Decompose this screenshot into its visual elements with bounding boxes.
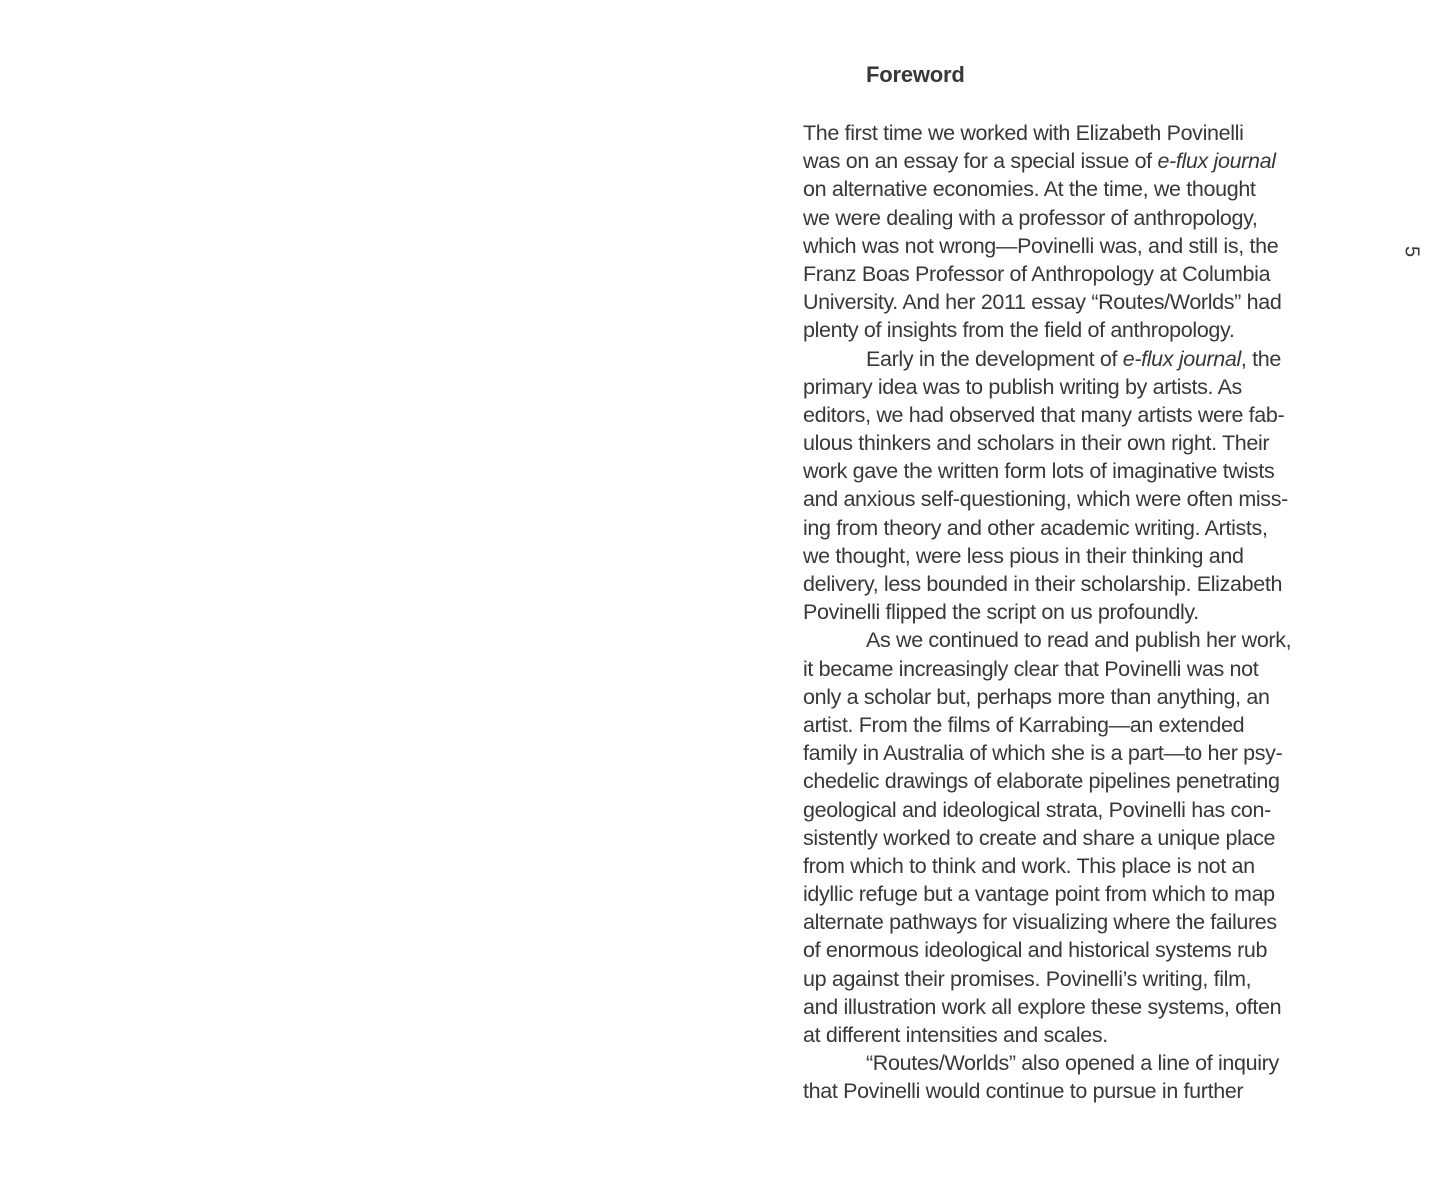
paragraph: [803, 1049, 1403, 1105]
text-line: we thought, were less pious in their thinking and: [803, 543, 1244, 568]
text-line: primary idea was to publish writing by artists. As: [803, 374, 1242, 399]
text-line: Franz Boas Professor of Anthropology at Columbia: [803, 261, 1271, 286]
text-line: was on an essay for a special issue of e-flux journal: [803, 149, 1276, 174]
text-line: As we continued to read and publish her work,: [866, 628, 1292, 653]
paragraph: [803, 119, 1403, 345]
paragraph: [803, 626, 1403, 1049]
text-line: University. And her 2011 essay “Routes/Worlds” had: [803, 290, 1282, 315]
text-line: which was not wrong—Povinelli was, and still is, the: [803, 233, 1279, 258]
text-line: on alternative economies. At the time, we thought: [803, 177, 1256, 202]
text-line: and illustration work all explore these systems, often: [803, 994, 1282, 1019]
page-title: Foreword: [866, 62, 965, 87]
text-line: and anxious self-questioning, which were often miss-: [803, 487, 1288, 512]
text-line: plenty of insights from the field of anthropology.: [803, 318, 1235, 343]
text-line: at different intensities and scales.: [803, 1023, 1108, 1047]
text-line: from which to think and work. This place is not an: [803, 853, 1255, 878]
body-text: [803, 119, 1403, 1106]
text-line: alternate pathways for visualizing where the failures: [803, 910, 1277, 935]
text-line: artist. From the films of Karrabing—an extended: [803, 712, 1245, 737]
page-number: 5: [1400, 246, 1423, 257]
text-line: editors, we had observed that many artists were fab-: [803, 402, 1285, 427]
text-line: sistently worked to create and share a unique place: [803, 825, 1276, 850]
text-line: ulous thinkers and scholars in their own right. Their: [803, 431, 1270, 456]
text-line: it became increasingly clear that Povinelli was not: [803, 656, 1259, 681]
text-line: ing from theory and other academic writing. Artists,: [803, 515, 1268, 540]
text-line: The first time we worked with Elizabeth Povinelli: [803, 121, 1244, 145]
text-line: of enormous ideological and historical systems rub: [803, 938, 1268, 963]
text-line: that Povinelli would continue to pursue in further: [803, 1079, 1244, 1104]
text-line: only a scholar but, perhaps more than anything, an: [803, 684, 1270, 709]
text-line: delivery, less bounded in their scholarship. Elizabeth: [803, 572, 1283, 596]
text-line: up against their promises. Povinelli’s writing, film,: [803, 966, 1252, 991]
text-line: family in Australia of which she is a part—to her psy-: [803, 741, 1283, 766]
text-line: chedelic drawings of elaborate pipelines penetrating: [803, 769, 1280, 794]
text-line: we were dealing with a professor of anthropology,: [803, 205, 1258, 230]
text-line: “Routes/Worlds” also opened a line of inquiry: [866, 1051, 1279, 1076]
text-line: work gave the written form lots of imaginative twists: [803, 459, 1275, 484]
text-line: Povinelli flipped the script on us profoundly.: [803, 600, 1199, 625]
text-line: idyllic refuge but a vantage point from which to map: [803, 882, 1275, 907]
paragraph: [803, 345, 1403, 627]
text-line: Early in the development of e-flux journal, the: [866, 346, 1282, 371]
text-line: geological and ideological strata, Povinelli has con-: [803, 797, 1271, 822]
